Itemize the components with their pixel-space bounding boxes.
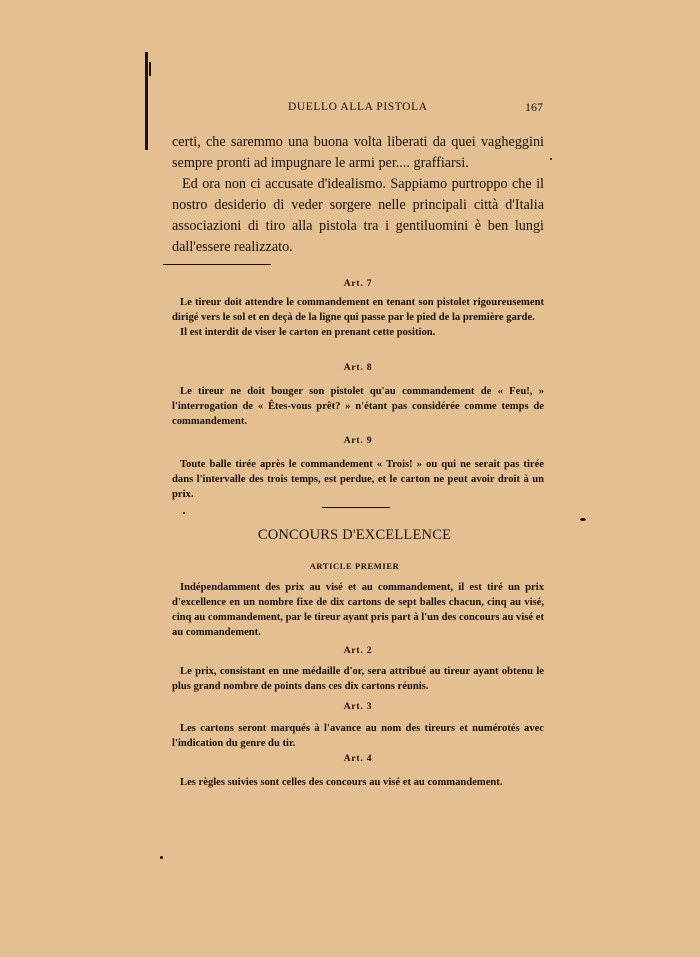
article-body [172, 384, 544, 429]
binding-mark [149, 62, 151, 76]
article-paragraph: Il est interdit de viser le carton en prenant cette position. [180, 327, 436, 338]
binding-mark [145, 52, 148, 150]
italian-paragraph: Ed ora non ci accusate d'idealismo. Sappiamo purtroppo che il nostro desiderio di veder sorgere nelle principali città d'Italia associazioni di tiro alla pistola tra i gentiluomini è ben lungi dall'essere realizzato. [172, 176, 544, 255]
italian-text-block [172, 132, 544, 258]
article-paragraph: Les cartons seront marqués à l'avance au nom des tireurs et numérotés avec l'indication du genre du tir. [172, 723, 544, 749]
divider-rule [163, 264, 271, 265]
article-body [172, 580, 544, 640]
italian-paragraph: certi, che saremmo una buona volta liberati da quei vagheggini sempre pronti ad impugnare le armi per.... graffiarsi. [172, 134, 544, 171]
article-heading: Art. 3 [343, 702, 373, 712]
article-body [172, 664, 544, 694]
section-title: CONCOURS D'EXCELLENCE [257, 527, 452, 543]
running-header: DUELLO ALLA PISTOLA [288, 101, 428, 113]
article-paragraph: Le prix, consistant en une médaille d'or, sera attribué au tireur ayant obtenu le plus grand nombre de points dans ces dix cartons réunis. [172, 666, 544, 692]
scan-speck [580, 518, 586, 521]
section-subtitle: ARTICLE PREMIER [309, 561, 400, 571]
scan-speck [183, 512, 185, 514]
article-body [172, 721, 544, 751]
article-heading: Art. 9 [343, 436, 373, 446]
scan-speck [160, 856, 163, 859]
article-body [172, 295, 544, 340]
article-paragraph: Toute balle tirée après le commandement « Trois! » ou qui ne serait pas tirée dans l'intervalle des trois temps, est perdue, et le carton ne peut avoir droit à un prix. [172, 459, 544, 500]
article-paragraph: Le tireur doit attendre le commandement en tenant son pistolet rigoureusement dirigé vers le sol et en deçà de la ligne qui passe par le pied de la première garde. [172, 297, 544, 323]
article-body [172, 775, 544, 790]
article-heading: Art. 7 [343, 279, 373, 289]
article-heading: Art. 4 [343, 754, 373, 764]
article-body [172, 457, 544, 502]
divider-rule [322, 507, 390, 508]
page-number: 167 [525, 100, 543, 114]
scan-speck [550, 158, 552, 160]
article-paragraph: Le tireur ne doit bouger son pistolet qu'au commandement de « Feu!, » l'interrogation de « Êtes-vous prêt? » n'étant pas considérée comme temps de commandement. [172, 386, 544, 427]
article-paragraph: Les règles suivies sont celles des concours au visé et au commandement. [180, 777, 503, 788]
article-heading: Art. 8 [343, 363, 373, 373]
article-paragraph: Indépendamment des prix au visé et au commandement, il est tiré un prix d'excellence en un nombre fixe de dix cartons de sept balles chacun, cinq au visé, cinq au commandement, par le tireur ayant pris part à l'un des concours au visé et au commandement. [172, 582, 544, 638]
article-heading: Art. 2 [343, 646, 373, 656]
